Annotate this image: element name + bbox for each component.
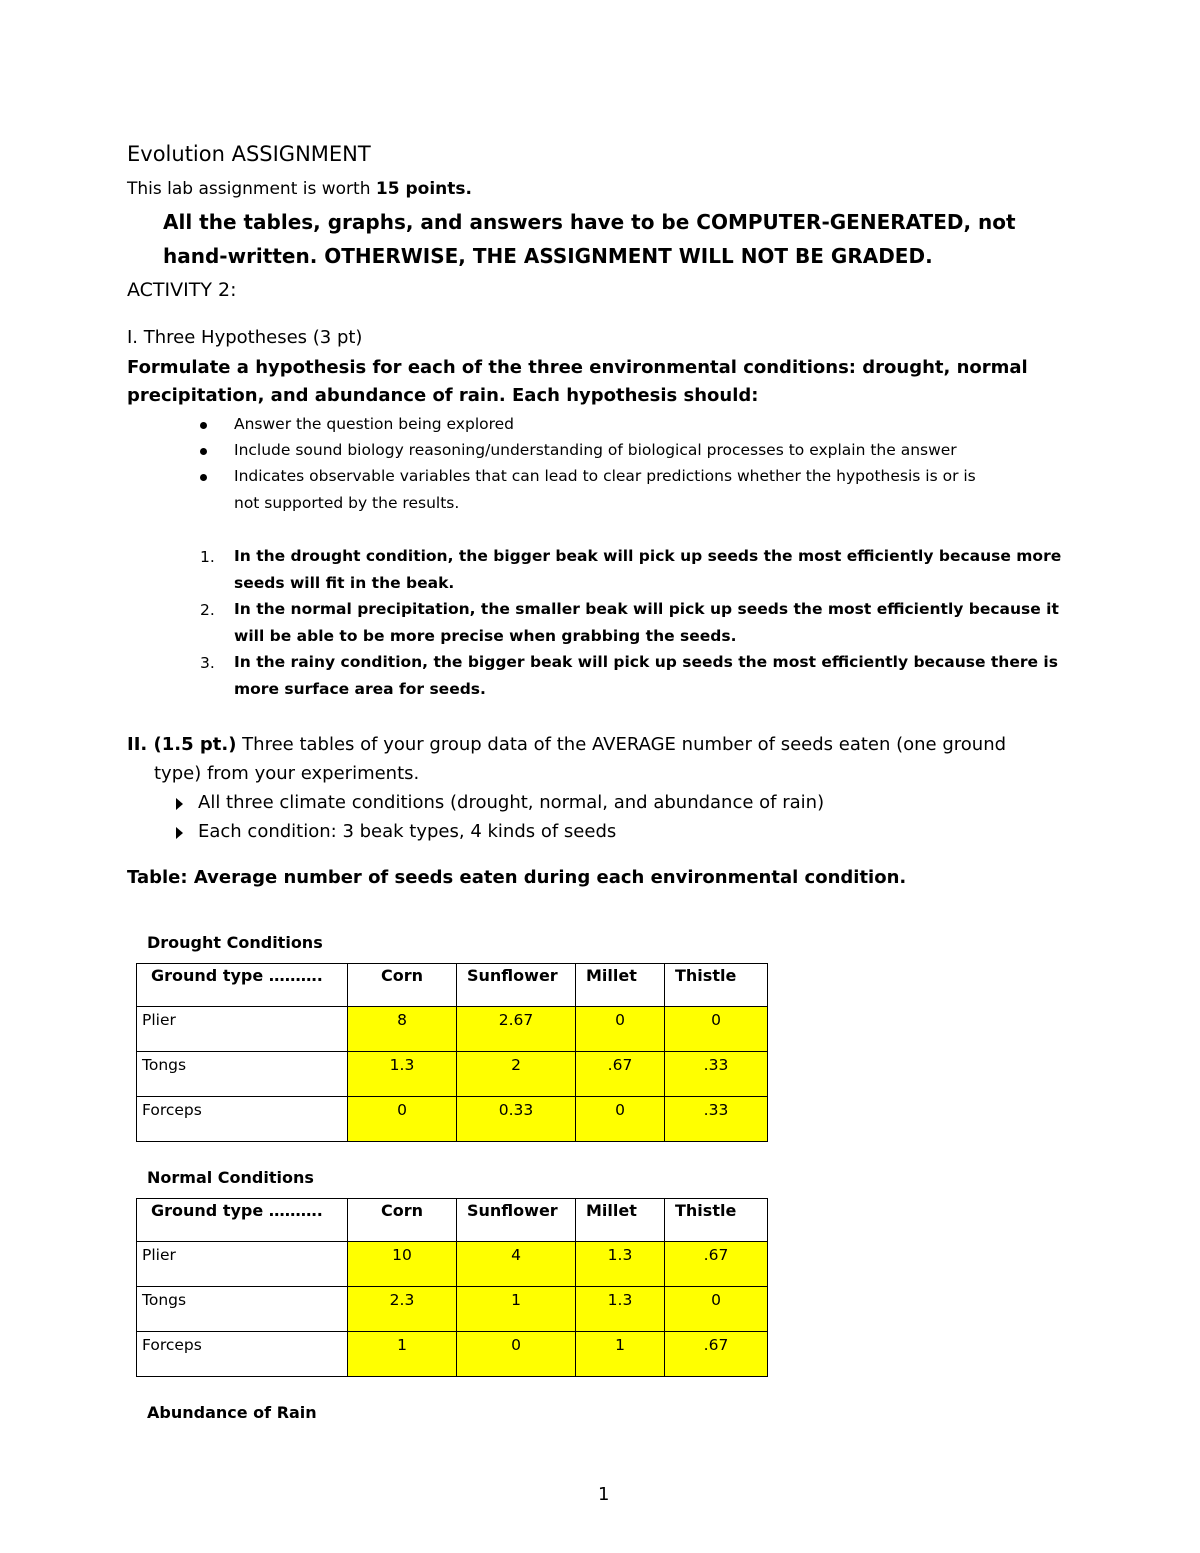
section-1-heading: I. Three Hypotheses (3 pt) bbox=[127, 327, 363, 348]
table-row bbox=[137, 1332, 768, 1377]
header-ground-type: Ground type ………. bbox=[137, 964, 348, 1007]
prompt-line-2: precipitation, and abundance of rain. Each hypothesis should: bbox=[127, 385, 759, 406]
cell-value: 1 bbox=[348, 1332, 457, 1377]
header-sunflower: Sunflower bbox=[457, 1199, 576, 1242]
table-row bbox=[137, 1052, 768, 1097]
header-sunflower: Sunflower bbox=[457, 964, 576, 1007]
row-label: Plier bbox=[137, 1242, 348, 1287]
requirement-item: All three climate conditions (drought, normal, and abundance of rain) bbox=[198, 792, 825, 813]
cell-value: 0.33 bbox=[457, 1097, 576, 1142]
triangle-bullet-icon bbox=[176, 798, 183, 810]
prompt-line-1: Formulate a hypothesis for each of the three environmental conditions: drought, normal bbox=[127, 357, 1028, 378]
table-row bbox=[137, 1242, 768, 1287]
bullet-icon bbox=[200, 422, 207, 429]
activity-heading: ACTIVITY 2: bbox=[127, 279, 237, 301]
row-label: Plier bbox=[137, 1007, 348, 1052]
cell-value: .67 bbox=[665, 1332, 768, 1377]
cell-value: 2 bbox=[457, 1052, 576, 1097]
normal-table bbox=[136, 1198, 768, 1377]
header-millet: Millet bbox=[576, 1199, 665, 1242]
header-thistle: Thistle bbox=[665, 1199, 768, 1242]
answer-number: 1. bbox=[200, 548, 215, 566]
drought-table bbox=[136, 963, 768, 1142]
row-label: Tongs bbox=[137, 1287, 348, 1332]
cell-value: 4 bbox=[457, 1242, 576, 1287]
cell-value: 0 bbox=[457, 1332, 576, 1377]
warning-line-2: hand-written. OTHERWISE, THE ASSIGNMENT WILL NOT BE GRADED. bbox=[163, 244, 933, 268]
cell-value: .67 bbox=[665, 1242, 768, 1287]
table-header-row bbox=[137, 1199, 768, 1242]
criteria-item: Indicates observable variables that can lead to clear predictions whether the hypothesis is or is bbox=[234, 467, 976, 485]
cell-value: 8 bbox=[348, 1007, 457, 1052]
cell-value: .33 bbox=[665, 1097, 768, 1142]
cell-value: 1.3 bbox=[576, 1287, 665, 1332]
table-caption: Table: Average number of seeds eaten during each environmental condition. bbox=[127, 867, 907, 888]
cell-value: 0 bbox=[665, 1007, 768, 1052]
bullet-icon bbox=[200, 474, 207, 481]
answer-number: 2. bbox=[200, 601, 215, 619]
document-title: Evolution ASSIGNMENT bbox=[127, 142, 371, 166]
table-row bbox=[137, 1007, 768, 1052]
header-millet: Millet bbox=[576, 964, 665, 1007]
section-2-intro: II. (1.5 pt.) Three tables of your group data of the AVERAGE number of seeds eaten (one ground bbox=[127, 734, 1007, 755]
cell-value: 1.3 bbox=[348, 1052, 457, 1097]
bullet-icon bbox=[200, 448, 207, 455]
page-number: 1 bbox=[598, 1484, 610, 1505]
cell-value: 2.3 bbox=[348, 1287, 457, 1332]
cell-value: 0 bbox=[576, 1007, 665, 1052]
table-row bbox=[137, 1287, 768, 1332]
cell-value: 0 bbox=[665, 1287, 768, 1332]
cell-value: 1 bbox=[576, 1332, 665, 1377]
answer-1-line-1: In the drought condition, the bigger beak will pick up seeds the most efficiently because more bbox=[234, 547, 1062, 565]
header-corn: Corn bbox=[348, 1199, 457, 1242]
normal-table-title: Normal Conditions bbox=[147, 1168, 314, 1187]
row-label: Forceps bbox=[137, 1332, 348, 1377]
section-2-intro-continued: type) from your experiments. bbox=[154, 763, 420, 784]
row-label: Forceps bbox=[137, 1097, 348, 1142]
cell-value: .67 bbox=[576, 1052, 665, 1097]
answer-number: 3. bbox=[200, 654, 215, 672]
triangle-bullet-icon bbox=[176, 827, 183, 839]
row-label: Tongs bbox=[137, 1052, 348, 1097]
cell-value: 0 bbox=[576, 1097, 665, 1142]
answer-3-line-2: more surface area for seeds. bbox=[234, 680, 486, 698]
cell-value: 1.3 bbox=[576, 1242, 665, 1287]
cell-value: .33 bbox=[665, 1052, 768, 1097]
answer-2-line-2: will be able to be more precise when grabbing the seeds. bbox=[234, 627, 737, 645]
cell-value: 2.67 bbox=[457, 1007, 576, 1052]
header-corn: Corn bbox=[348, 964, 457, 1007]
cell-value: 1 bbox=[457, 1287, 576, 1332]
points-statement: This lab assignment is worth 15 points. bbox=[127, 179, 472, 199]
answer-2-line-1: In the normal precipitation, the smaller beak will pick up seeds the most efficiently because it bbox=[234, 600, 1059, 618]
cell-value: 10 bbox=[348, 1242, 457, 1287]
drought-table-title: Drought Conditions bbox=[147, 933, 323, 952]
answer-1-line-2: seeds will fit in the beak. bbox=[234, 574, 455, 592]
warning-line-1: All the tables, graphs, and answers have to be COMPUTER-GENERATED, not bbox=[163, 210, 1016, 234]
header-ground-type: Ground type ………. bbox=[137, 1199, 348, 1242]
criteria-item: Include sound biology reasoning/understanding of biological processes to explain the answer bbox=[234, 441, 957, 459]
table-row bbox=[137, 1097, 768, 1142]
criteria-item-continued: not supported by the results. bbox=[234, 494, 460, 512]
criteria-item: Answer the question being explored bbox=[234, 415, 515, 433]
cell-value: 0 bbox=[348, 1097, 457, 1142]
table-header-row bbox=[137, 964, 768, 1007]
rain-table-title: Abundance of Rain bbox=[147, 1403, 317, 1422]
header-thistle: Thistle bbox=[665, 964, 768, 1007]
requirement-item: Each condition: 3 beak types, 4 kinds of seeds bbox=[198, 821, 617, 842]
answer-3-line-1: In the rainy condition, the bigger beak will pick up seeds the most efficiently because there is bbox=[234, 653, 1058, 671]
